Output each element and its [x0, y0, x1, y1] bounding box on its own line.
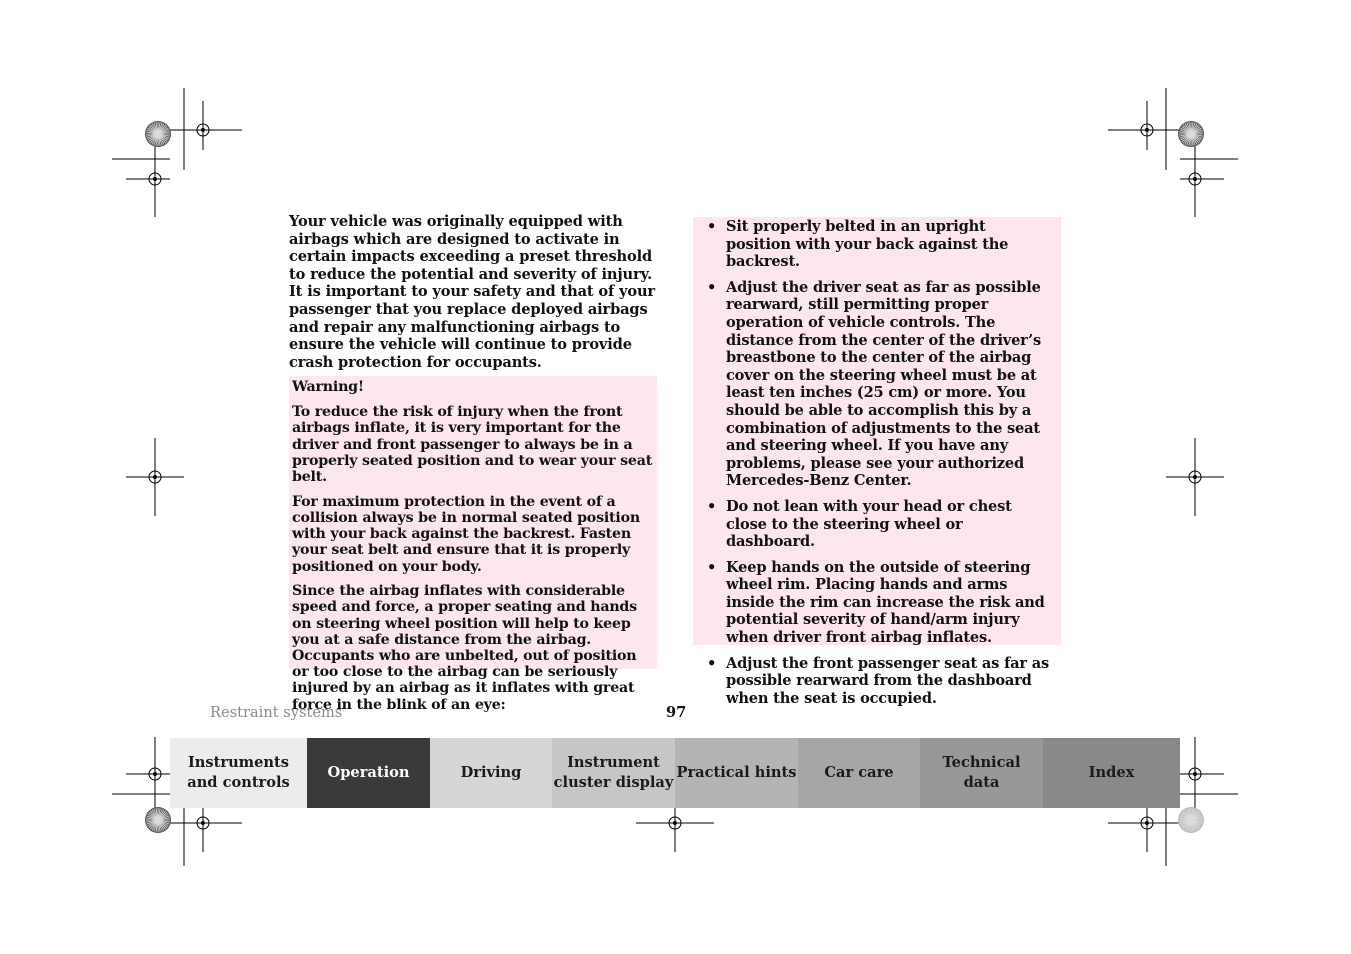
tab-practical-hints[interactable]: [675, 738, 798, 808]
bullet-item: [707, 279, 1053, 490]
tab-car-care[interactable]: [798, 738, 920, 808]
bullet-text: Adjust the driver seat as far as possible rearward, still permitting proper operation of vehicle controls. The distance from the center of the driver’s breastbone to the center of the airbag cover on the steering wheel must be at least ten inches (25 cm) or more. You should be able to accomplish this by a combination of adjustments to the seat and steering wheel. If you have any problems, please see your authorized Mercedes-Benz Center.: [726, 278, 1042, 490]
tab-driving[interactable]: [430, 738, 552, 808]
tab-label: Car care: [824, 764, 894, 781]
page-number: 97: [666, 704, 687, 721]
safety-bullet-box: [693, 217, 1061, 707]
tab-instruments-and-controls[interactable]: [170, 738, 307, 808]
bullet-item: [707, 218, 1053, 271]
tab-label: Operation: [327, 764, 410, 781]
tab-label: Practical hints: [676, 764, 797, 781]
chapter-tab-bar: [170, 738, 1180, 808]
bullet-icon: •: [707, 497, 717, 515]
warning-title: Warning!: [292, 379, 364, 395]
warning-box: [289, 376, 657, 713]
bullet-text: Adjust the front passenger seat as far as possible rearward from the dashboard when the seat is occupied.: [726, 654, 1050, 707]
tab-label: Instrument cluster display: [553, 754, 674, 791]
warning-paragraph: Since the airbag inflates with considerable speed and force, a proper seating and hands on steering wheel position will help to keep you at a safe distance from the airbag. Occupants who are unbelted, out of position or too close to the airbag can be seriously injured by an airbag as it inflates with great force in the blink of an eye:: [292, 583, 637, 713]
tab-label: Driving: [460, 764, 522, 781]
bullet-icon: •: [707, 654, 717, 672]
safety-bullet-list: [707, 218, 1053, 707]
warning-paragraph: For maximum protection in the event of a collision always be in normal seated position with your back against the backrest. Fasten your seat belt and ensure that it is properly positioned on your body.: [292, 493, 640, 575]
tab-technical-data[interactable]: [920, 738, 1043, 808]
bullet-text: Do not lean with your head or chest close to the steering wheel or dashboard.: [726, 497, 1012, 551]
bullet-text: Keep hands on the outside of steering wheel rim. Placing hands and arms inside the rim can increase the risk and potential severity of hand/arm injury when driver front airbag inflates.: [726, 558, 1045, 647]
bullet-item: [707, 498, 1053, 551]
tab-label: Instruments and controls: [187, 754, 290, 791]
tab-label: Technical data: [942, 754, 1021, 791]
intro-paragraph: Your vehicle was originally equipped with airbags which are designed to activate in certain impacts exceeding a preset threshold to reduce the potential and severity of injury. It is important to your safety and that of your passenger that you replace deployed airbags and repair any malfunctioning airbags to ensure the vehicle will continue to provide crash protection for occupants.: [289, 213, 655, 371]
bullet-text: Sit properly belted in an upright position with your back against the backrest.: [726, 218, 1009, 271]
warning-paragraph: To reduce the risk of injury when the front airbags inflate, it is very important for the driver and front passenger to always be in a properly seated position and to wear your seat belt.: [292, 404, 653, 486]
bullet-item: [707, 655, 1053, 708]
section-label: Restraint systems: [210, 704, 343, 721]
bullet-icon: •: [707, 558, 717, 576]
tab-instrument-cluster-display[interactable]: [552, 738, 675, 808]
tab-operation[interactable]: [307, 738, 430, 808]
bullet-item: [707, 559, 1053, 647]
bullet-icon: •: [707, 218, 717, 235]
tab-label: Index: [1088, 764, 1135, 781]
bullet-icon: •: [707, 278, 717, 296]
tab-index[interactable]: [1043, 738, 1180, 808]
